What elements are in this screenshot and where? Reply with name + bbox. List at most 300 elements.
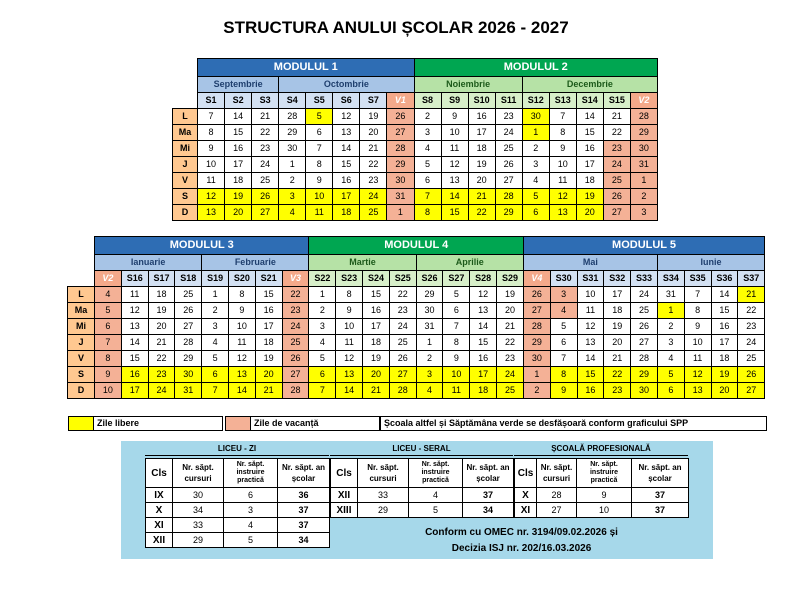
day-label: Ma	[173, 125, 198, 141]
class-name: XII	[146, 533, 173, 548]
day-cell: 19	[225, 189, 252, 205]
day-cell: 16	[470, 351, 497, 367]
day-cell: 28	[279, 109, 306, 125]
day-cell: 6	[657, 383, 684, 399]
day-cell: 25	[282, 335, 309, 351]
week-header: S6	[333, 93, 360, 109]
day-cell: 26	[523, 287, 550, 303]
day-cell: 17	[333, 189, 360, 205]
day-cell: 9	[336, 303, 363, 319]
day-cell: 5	[414, 157, 441, 173]
day-cell: 4	[95, 287, 122, 303]
day-cell: 26	[389, 351, 416, 367]
day-cell: 9	[441, 109, 468, 125]
day-cell: 14	[225, 109, 252, 125]
day-cell: 26	[738, 367, 765, 383]
day-cell: 10	[228, 319, 255, 335]
day-cell: 10	[549, 157, 576, 173]
day-cell: 25	[389, 335, 416, 351]
corner-blank	[173, 59, 198, 77]
day-cell: 7	[306, 141, 333, 157]
day-cell: 9	[198, 141, 225, 157]
col-header-courses: Nr. săpt. cursuri	[173, 459, 224, 488]
weeks-year: 37	[632, 488, 689, 503]
day-cell: 10	[95, 383, 122, 399]
day-cell: 8	[228, 287, 255, 303]
day-cell: 29	[387, 157, 414, 173]
legend-other-label: Școala altfel și Săptămâna verde se desfășoară conform graficului SPP	[384, 418, 689, 428]
class-name: XI	[515, 503, 537, 518]
week-header: S23	[336, 271, 363, 287]
day-label: D	[68, 383, 95, 399]
day-cell: 16	[121, 367, 148, 383]
day-cell: 20	[497, 303, 524, 319]
day-cell: 27	[523, 303, 550, 319]
month-header: Ianuarie	[95, 255, 202, 271]
week-header: S27	[443, 271, 470, 287]
day-cell: 10	[441, 125, 468, 141]
day-cell: 29	[175, 351, 202, 367]
day-cell: 19	[360, 109, 387, 125]
weeks-year: 34	[463, 503, 514, 518]
day-cell: 9	[95, 367, 122, 383]
weeks-year: 37	[278, 518, 330, 533]
day-cell: 14	[711, 287, 738, 303]
col-header-year: Nr. săpt. an școlar	[463, 459, 514, 488]
day-cell: 4	[416, 383, 443, 399]
day-cell: 3	[550, 287, 577, 303]
day-cell: 25	[738, 351, 765, 367]
month-header: Noiembrie	[414, 77, 522, 93]
day-cell: 13	[441, 173, 468, 189]
day-cell: 12	[228, 351, 255, 367]
day-cell: 29	[495, 205, 522, 221]
week-header: S10	[468, 93, 495, 109]
day-cell: 6	[522, 205, 549, 221]
day-cell: 29	[416, 287, 443, 303]
day-cell: 27	[387, 125, 414, 141]
week-header: S2	[225, 93, 252, 109]
day-cell: 22	[604, 367, 631, 383]
week-header: V1	[387, 93, 414, 109]
day-label: J	[68, 335, 95, 351]
day-cell: 11	[684, 351, 711, 367]
day-cell: 16	[711, 319, 738, 335]
day-cell: 2	[202, 303, 229, 319]
weeks-practice: 5	[409, 503, 463, 518]
day-cell: 7	[684, 287, 711, 303]
calendar-table-semester-1	[172, 58, 658, 221]
day-cell: 20	[225, 205, 252, 221]
day-cell: 10	[198, 157, 225, 173]
day-cell: 2	[309, 303, 336, 319]
day-cell: 17	[576, 157, 603, 173]
day-cell: 18	[148, 287, 175, 303]
week-header: S5	[306, 93, 333, 109]
day-cell: 13	[577, 335, 604, 351]
corner-blank	[68, 237, 95, 255]
day-cell: 23	[497, 351, 524, 367]
week-header: S37	[738, 271, 765, 287]
day-cell: 14	[336, 383, 363, 399]
day-cell: 22	[148, 351, 175, 367]
day-cell: 31	[630, 157, 657, 173]
day-cell: 24	[389, 319, 416, 335]
day-cell: 1	[387, 205, 414, 221]
legend-free-days	[68, 416, 223, 431]
col-header-courses: Nr. săpt. cursuri	[358, 459, 409, 488]
legend-swatch-yellow	[69, 417, 94, 430]
col-header-practice: Nr. săpt. instruire practică	[577, 459, 632, 488]
day-cell: 16	[363, 303, 390, 319]
day-cell: 17	[255, 319, 282, 335]
week-header: S18	[175, 271, 202, 287]
day-cell: 26	[175, 303, 202, 319]
day-cell: 21	[604, 351, 631, 367]
week-header: S28	[470, 271, 497, 287]
weeks-year: 37	[632, 503, 689, 518]
day-cell: 29	[279, 125, 306, 141]
day-cell: 19	[468, 157, 495, 173]
day-cell: 30	[387, 173, 414, 189]
day-cell: 18	[225, 173, 252, 189]
day-cell: 18	[468, 141, 495, 157]
day-cell: 16	[225, 141, 252, 157]
day-label: L	[173, 109, 198, 125]
day-cell: 29	[523, 335, 550, 351]
day-cell: 24	[360, 189, 387, 205]
day-cell: 18	[470, 383, 497, 399]
week-header: S36	[711, 271, 738, 287]
week-header: S9	[441, 93, 468, 109]
day-cell: 15	[363, 287, 390, 303]
day-cell: 26	[387, 109, 414, 125]
day-cell: 12	[333, 109, 360, 125]
day-cell: 4	[279, 205, 306, 221]
day-cell: 15	[225, 125, 252, 141]
col-header-class: Cls	[515, 459, 537, 488]
day-cell: 21	[738, 287, 765, 303]
day-label: D	[173, 205, 198, 221]
day-cell: 7	[414, 189, 441, 205]
day-label: Mi	[68, 319, 95, 335]
day-cell: 28	[389, 383, 416, 399]
day-cell: 23	[148, 367, 175, 383]
day-cell: 1	[657, 303, 684, 319]
week-header: V3	[282, 271, 309, 287]
day-cell: 28	[630, 109, 657, 125]
omec-note: Conform cu OMEC nr. 3194/09.02.2026 și	[425, 527, 618, 538]
day-cell: 20	[148, 319, 175, 335]
col-header-class: Cls	[331, 459, 358, 488]
week-header: S33	[631, 271, 658, 287]
day-cell: 23	[603, 141, 630, 157]
day-cell: 16	[577, 383, 604, 399]
day-cell: 1	[630, 173, 657, 189]
day-cell: 29	[630, 125, 657, 141]
weeks-courses: 29	[173, 533, 224, 548]
weeks-practice: 10	[577, 503, 632, 518]
day-cell: 21	[603, 109, 630, 125]
day-cell: 30	[175, 367, 202, 383]
day-cell: 12	[577, 319, 604, 335]
day-cell: 27	[495, 173, 522, 189]
module-header: MODULUL 5	[523, 237, 764, 255]
day-label: L	[68, 287, 95, 303]
day-cell: 12	[441, 157, 468, 173]
day-cell: 16	[333, 173, 360, 189]
week-header: S35	[684, 271, 711, 287]
day-cell: 18	[604, 303, 631, 319]
day-cell: 28	[631, 351, 658, 367]
day-cell: 12	[336, 351, 363, 367]
day-cell: 11	[121, 287, 148, 303]
day-cell: 24	[603, 157, 630, 173]
week-header: S7	[360, 93, 387, 109]
day-cell: 11	[549, 173, 576, 189]
day-cell: 8	[198, 125, 225, 141]
isj-note: Decizia ISJ nr. 202/16.03.2026	[451, 543, 592, 554]
day-cell: 23	[360, 173, 387, 189]
day-cell: 15	[255, 287, 282, 303]
day-cell: 6	[95, 319, 122, 335]
summary-table-liceu-seral	[330, 458, 514, 518]
day-cell: 11	[198, 173, 225, 189]
day-label: Mi	[173, 141, 198, 157]
month-header: Martie	[309, 255, 416, 271]
day-cell: 13	[549, 205, 576, 221]
col-header-year: Nr. săpt. an școlar	[278, 459, 330, 488]
day-cell: 26	[282, 351, 309, 367]
day-cell: 26	[495, 157, 522, 173]
module-header: MODULUL 1	[198, 59, 414, 77]
day-cell: 22	[497, 335, 524, 351]
day-cell: 4	[309, 335, 336, 351]
day-cell: 7	[443, 319, 470, 335]
day-cell: 24	[282, 319, 309, 335]
day-cell: 8	[443, 335, 470, 351]
day-cell: 12	[684, 367, 711, 383]
calendar-table-semester-2	[67, 236, 765, 399]
weeks-practice: 4	[409, 488, 463, 503]
day-cell: 3	[309, 319, 336, 335]
day-cell: 24	[497, 367, 524, 383]
day-cell: 5	[443, 287, 470, 303]
day-cell: 3	[630, 205, 657, 221]
week-header: S16	[121, 271, 148, 287]
week-header: S14	[576, 93, 603, 109]
week-header: S24	[363, 271, 390, 287]
day-cell: 19	[576, 189, 603, 205]
day-cell: 24	[252, 157, 279, 173]
day-cell: 12	[198, 189, 225, 205]
day-cell: 28	[495, 189, 522, 205]
day-cell: 23	[495, 109, 522, 125]
day-cell: 16	[255, 303, 282, 319]
day-cell: 2	[279, 173, 306, 189]
day-cell: 28	[282, 383, 309, 399]
day-cell: 3	[522, 157, 549, 173]
day-cell: 5	[657, 367, 684, 383]
day-cell: 20	[363, 367, 390, 383]
class-name: X	[515, 488, 537, 503]
day-cell: 31	[416, 319, 443, 335]
day-cell: 8	[549, 125, 576, 141]
week-header: S19	[202, 271, 229, 287]
day-cell: 25	[603, 173, 630, 189]
day-cell: 20	[468, 173, 495, 189]
day-cell: 14	[470, 319, 497, 335]
day-cell: 15	[470, 335, 497, 351]
day-cell: 6	[550, 335, 577, 351]
day-cell: 16	[468, 109, 495, 125]
day-cell: 28	[175, 335, 202, 351]
module-header: MODULUL 4	[309, 237, 523, 255]
day-cell: 23	[252, 141, 279, 157]
page-title: STRUCTURA ANULUI ȘCOLAR 2026 - 2027	[223, 18, 569, 37]
day-cell: 31	[387, 189, 414, 205]
day-cell: 20	[255, 367, 282, 383]
day-cell: 14	[577, 351, 604, 367]
weeks-practice: 3	[224, 503, 278, 518]
weeks-courses: 34	[173, 503, 224, 518]
week-header: S26	[416, 271, 443, 287]
legend-vacation-label: Zile de vacanță	[254, 418, 319, 428]
day-cell: 18	[363, 335, 390, 351]
week-header: S13	[549, 93, 576, 109]
week-header: S1	[198, 93, 225, 109]
month-header: Mai	[523, 255, 657, 271]
col-header-class: Cls	[146, 459, 173, 488]
corner-blank	[173, 93, 198, 109]
day-cell: 3	[202, 319, 229, 335]
summary-table-scoala-profesionala	[514, 458, 689, 518]
day-cell: 22	[468, 205, 495, 221]
day-cell: 18	[711, 351, 738, 367]
corner-blank	[173, 77, 198, 93]
weeks-practice: 5	[224, 533, 278, 548]
day-cell: 6	[414, 173, 441, 189]
day-cell: 6	[202, 367, 229, 383]
day-cell: 8	[684, 303, 711, 319]
weeks-year: 37	[278, 503, 330, 518]
day-cell: 26	[603, 189, 630, 205]
month-header: Iunie	[657, 255, 764, 271]
week-header: S8	[414, 93, 441, 109]
class-name: X	[146, 503, 173, 518]
day-cell: 4	[657, 351, 684, 367]
weeks-year: 37	[463, 488, 514, 503]
day-cell: 4	[202, 335, 229, 351]
week-header: S11	[495, 93, 522, 109]
col-header-practice: Nr. săpt. instruire practică	[224, 459, 278, 488]
day-cell: 6	[309, 367, 336, 383]
day-cell: 15	[576, 125, 603, 141]
day-cell: 14	[228, 383, 255, 399]
day-cell: 13	[228, 367, 255, 383]
day-cell: 17	[468, 125, 495, 141]
day-cell: 13	[336, 367, 363, 383]
week-header: S29	[497, 271, 524, 287]
day-cell: 12	[470, 287, 497, 303]
day-cell: 17	[604, 287, 631, 303]
day-cell: 22	[252, 125, 279, 141]
class-name: XI	[146, 518, 173, 533]
day-cell: 5	[95, 303, 122, 319]
day-cell: 3	[657, 335, 684, 351]
week-header: V2	[95, 271, 122, 287]
week-header: S12	[522, 93, 549, 109]
day-cell: 25	[360, 205, 387, 221]
day-cell: 1	[202, 287, 229, 303]
module-header: MODULUL 2	[414, 59, 658, 77]
day-cell: 15	[441, 205, 468, 221]
day-cell: 26	[252, 189, 279, 205]
day-cell: 13	[121, 319, 148, 335]
day-cell: 21	[255, 383, 282, 399]
day-cell: 18	[333, 205, 360, 221]
day-cell: 3	[414, 125, 441, 141]
day-cell: 21	[468, 189, 495, 205]
day-cell: 24	[495, 125, 522, 141]
month-header: Februarie	[202, 255, 309, 271]
day-cell: 22	[603, 125, 630, 141]
day-cell: 17	[121, 383, 148, 399]
day-cell: 1	[416, 335, 443, 351]
day-cell: 2	[414, 109, 441, 125]
day-cell: 11	[228, 335, 255, 351]
day-cell: 4	[550, 303, 577, 319]
weeks-practice: 6	[224, 488, 278, 503]
day-cell: 15	[577, 367, 604, 383]
day-cell: 2	[657, 319, 684, 335]
week-header: S34	[657, 271, 684, 287]
day-cell: 30	[631, 383, 658, 399]
day-cell: 23	[738, 319, 765, 335]
day-cell: 17	[470, 367, 497, 383]
module-header: MODULUL 3	[95, 237, 309, 255]
day-cell: 9	[549, 141, 576, 157]
weeks-courses: 30	[173, 488, 224, 503]
col-header-practice: Nr. săpt. instruire practică	[409, 459, 463, 488]
day-cell: 21	[497, 319, 524, 335]
group-liceu-seral: LICEU - SERAL	[330, 444, 513, 456]
day-cell: 23	[604, 383, 631, 399]
day-cell: 28	[387, 141, 414, 157]
weeks-year: 36	[278, 488, 330, 503]
day-cell: 8	[336, 287, 363, 303]
day-cell: 13	[333, 125, 360, 141]
day-cell: 5	[306, 109, 333, 125]
day-cell: 10	[336, 319, 363, 335]
group-liceu-zi: LICEU - ZI	[145, 444, 329, 456]
day-cell: 31	[657, 287, 684, 303]
day-cell: 27	[603, 205, 630, 221]
day-cell: 2	[416, 351, 443, 367]
day-cell: 22	[282, 287, 309, 303]
day-cell: 23	[389, 303, 416, 319]
day-cell: 24	[738, 335, 765, 351]
legend-vacation-days	[225, 416, 380, 431]
corner-blank	[68, 271, 95, 287]
day-cell: 5	[202, 351, 229, 367]
day-cell: 20	[360, 125, 387, 141]
day-cell: 11	[443, 383, 470, 399]
day-cell: 30	[279, 141, 306, 157]
day-cell: 8	[414, 205, 441, 221]
weeks-year: 34	[278, 533, 330, 548]
day-cell: 21	[363, 383, 390, 399]
